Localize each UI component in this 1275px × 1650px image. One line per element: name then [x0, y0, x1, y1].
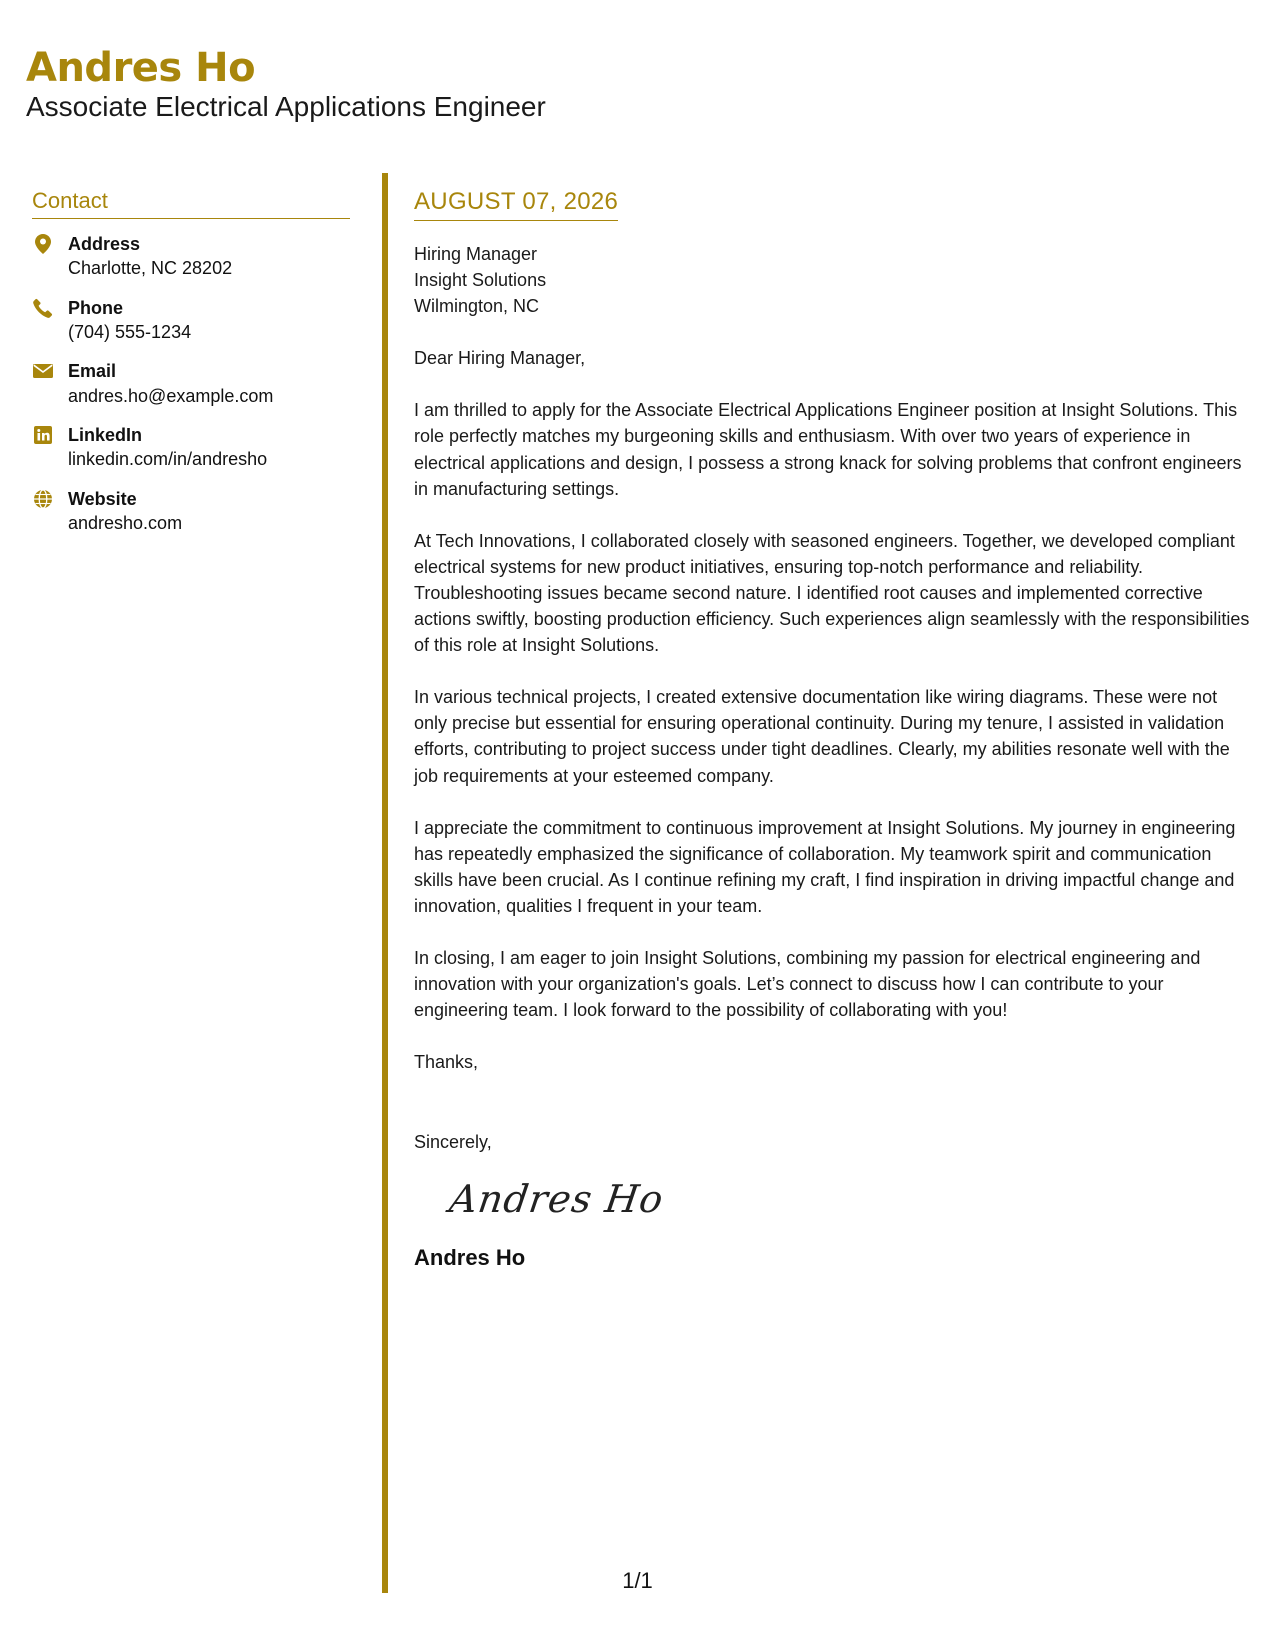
recipient-location: Wilmington, NC	[414, 296, 540, 317]
body-paragraph: I am thrilled to apply for the Associate Electrical Applications Engineer position at Insight Solutions. This role perfectly matches my burgeoning skills and enthusiasm. With over two years of experience in electrical applications and design, I possess a strong knack for solving problems that confront engineers in manufacturing settings.	[414, 400, 1242, 499]
handwritten-signature: Andres Ho	[446, 1177, 667, 1222]
recipient-block	[414, 241, 1254, 319]
contact-section-title: Contact	[32, 188, 350, 219]
address-value: Charlotte, NC 28202	[68, 258, 233, 279]
contact-address	[32, 233, 350, 281]
applicant-name: Andres Ho	[26, 45, 256, 91]
globe-icon	[32, 488, 54, 510]
body-paragraph: I appreciate the commitment to continuous improvement at Insight Solutions. My journey in engineering has repeatedly emphasized the significance of collaboration. My teamwork spirit and communication skills have been crucial. As I continue refining my craft, I find inspiration in driving impactful change and innovation, qualities I frequent in your team.	[414, 817, 1236, 916]
phone-icon	[32, 297, 54, 319]
contact-label: LinkedIn	[68, 425, 143, 446]
resume-header	[26, 46, 546, 124]
contact-sidebar	[32, 188, 350, 551]
page-number: 1/1	[622, 1568, 653, 1593]
vertical-divider	[382, 173, 388, 1593]
closing-line: Thanks,	[414, 1052, 479, 1073]
body-paragraph: At Tech Innovations, I collaborated closely with seasoned engineers. Together, we developed compliant electrical systems for new product initiatives, ensuring top-notch performance and reliability. Troubleshooting issues became second nature. I identified root causes and implemented corrective actions swiftly, boosting production efficiency. Such experiences align seamlessly with the responsibilities of this role at Insight Solutions.	[414, 530, 1250, 656]
contact-website	[32, 488, 350, 536]
letter-body	[414, 188, 1254, 1271]
signer-name: Andres Ho	[414, 1245, 526, 1271]
linkedin-icon	[32, 424, 54, 446]
contact-label: Email	[68, 361, 117, 382]
email-value[interactable]: andres.ho@example.com	[68, 385, 274, 406]
salutation: Dear Hiring Manager,	[414, 348, 586, 369]
contact-email	[32, 360, 350, 408]
contact-linkedin	[32, 424, 350, 472]
body-paragraph: In closing, I am eager to join Insight Solutions, combining my passion for electrical engineering and innovation with your organization's goals. Let’s connect to discuss how I can contribute to your engineering team. I look forward to the possibility of collaborating with you!	[414, 947, 1201, 1021]
recipient-title: Hiring Manager	[414, 244, 538, 264]
phone-value: (704) 555-1234	[68, 322, 192, 343]
envelope-icon	[32, 360, 54, 382]
recipient-company: Insight Solutions	[414, 270, 547, 291]
contact-label: Address	[68, 234, 141, 254]
contact-label: Phone	[68, 297, 124, 318]
contact-phone	[32, 297, 350, 345]
contact-label: Website	[68, 488, 137, 509]
body-paragraph: In various technical projects, I created extensive documentation like wiring diagrams. These were not only precise but essential for ensuring operational continuity. During my tenure, I assisted in validation efforts, contributing to project success under tight deadlines. Clearly, my abilities resonate well with the job requirements at your esteemed company.	[414, 687, 1230, 786]
signoff-line: Sincerely,	[414, 1132, 492, 1153]
location-pin-icon	[32, 233, 54, 255]
applicant-job-title: Associate Electrical Applications Engineer	[26, 91, 546, 122]
website-value[interactable]: andresho.com	[68, 513, 183, 534]
letter-date: AUGUST 07, 2026	[414, 188, 618, 221]
linkedin-value[interactable]: linkedin.com/in/andresho	[68, 449, 268, 470]
